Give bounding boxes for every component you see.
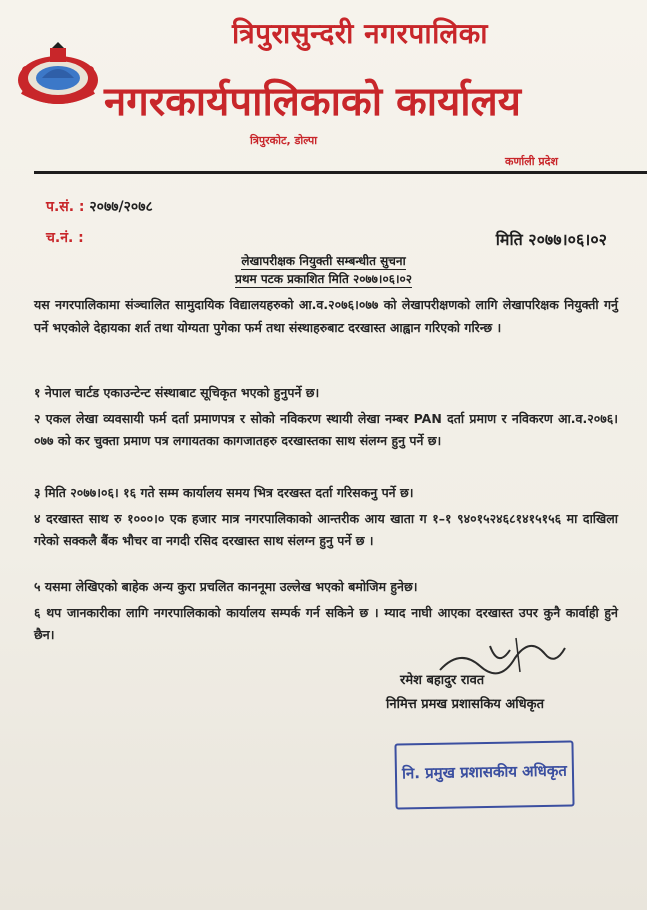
reference-chn (46, 228, 84, 247)
nepal-emblem-icon (12, 40, 104, 110)
official-stamp (394, 740, 574, 809)
office-name: नगरकार्यपालिकाको कार्यालय (104, 79, 521, 125)
list-item: २ एकल लेखा व्यवसायी फर्म दर्ता प्रमाणपत्र र सोको नविकरण स्थायी लेखा नम्बर PAN दर्ता प्रमाण र नविकरण आ.व.२०७६।०७७ को कर चुक्ता प्रमाण पत्र लगायतका कागजातहरु दरखास्तका साथ संलग्न हुनु पर्ने छ। (34, 411, 618, 448)
list-item: ४ दरखास्त साथ रु १०००।० एक हजार मात्र नगरपालिकाको आन्तरीक आय खाता ग १–१ ९४०१५२४६८१४१५१५६ मा दाखिला गरेको सक्कलै बैंक भौचर वा नगदी रसिद दरखास्त साथ संलग्न हुनु पर्ने छ । (34, 511, 618, 548)
signatory-name: रमेश बहादुर रावत (400, 673, 485, 688)
reference-ps (46, 197, 153, 216)
notice-title (0, 252, 647, 269)
chn-label: च.नं. : (46, 230, 84, 246)
province-name: कर्णाली प्रदेश (505, 155, 558, 168)
ps-value: २०७७/२०७८ (89, 199, 153, 215)
list-item: १ नेपाल चार्टड एकाउन्टेन्ट संस्थाबाट सूचिकृत भएको हुनुपर्ने छ। (34, 385, 320, 400)
office-address: त्रिपुरकोट, डोल्पा (250, 134, 318, 147)
list-item: ३ मिति २०७७।०६। १६ गते सम्म कार्यालय समय भित्र दरखस्त दर्ता गरिसकनु पर्ने छ। (34, 485, 414, 500)
list-item: ६ थप जानकारीका लागि नगरपालिकाको कार्यालय सम्पर्क गर्न सकिने छ । म्याद नाघी आएका दरखास्त उपर कुनै कार्वाही हुने छैन। (34, 605, 618, 642)
notice-subtitle-text: प्रथम पटक प्रकाशित मिति २०७७।०६।०२ (235, 272, 412, 286)
list-item: ५ यसमा लेखिएको बाहेक अन्य कुरा प्रचलित काननूमा उल्लेख भएको बमोजिम हुनेछ। (34, 579, 418, 594)
header-divider (34, 171, 647, 174)
ps-label: प.सं. : (46, 199, 85, 215)
municipality-name: त्रिपुरासुन्दरी नगरपालिका (231, 17, 489, 50)
notice-intro: यस नगरपालिकामा संञ्चालित सामुदायिक विद्यालयहरुको आ.व.२०७६।०७७ को लेखापरीक्षणको लागि लेखापरिक्षक नियुक्ती गर्नु पर्ने भएकोले देहायका शर्त तथा योग्यता पुगेका फर्म तथा संस्थाहरुबाट दरखास्त आह्वान गरिएको गरिन्छ । (34, 297, 618, 335)
stamp-text: नि. प्रमुख प्रशासकीय अधिकृत (401, 761, 568, 783)
signatory-title: निमित्त प्रमख प्रशासकिय अधिकृत (386, 697, 545, 712)
notice-date: मिति २०७७।०६।०२ (495, 230, 607, 249)
notice-title-text: लेखापरीक्षक नियुक्ती सम्बन्धीत सुचना (241, 254, 406, 268)
notice-subtitle (0, 270, 647, 287)
